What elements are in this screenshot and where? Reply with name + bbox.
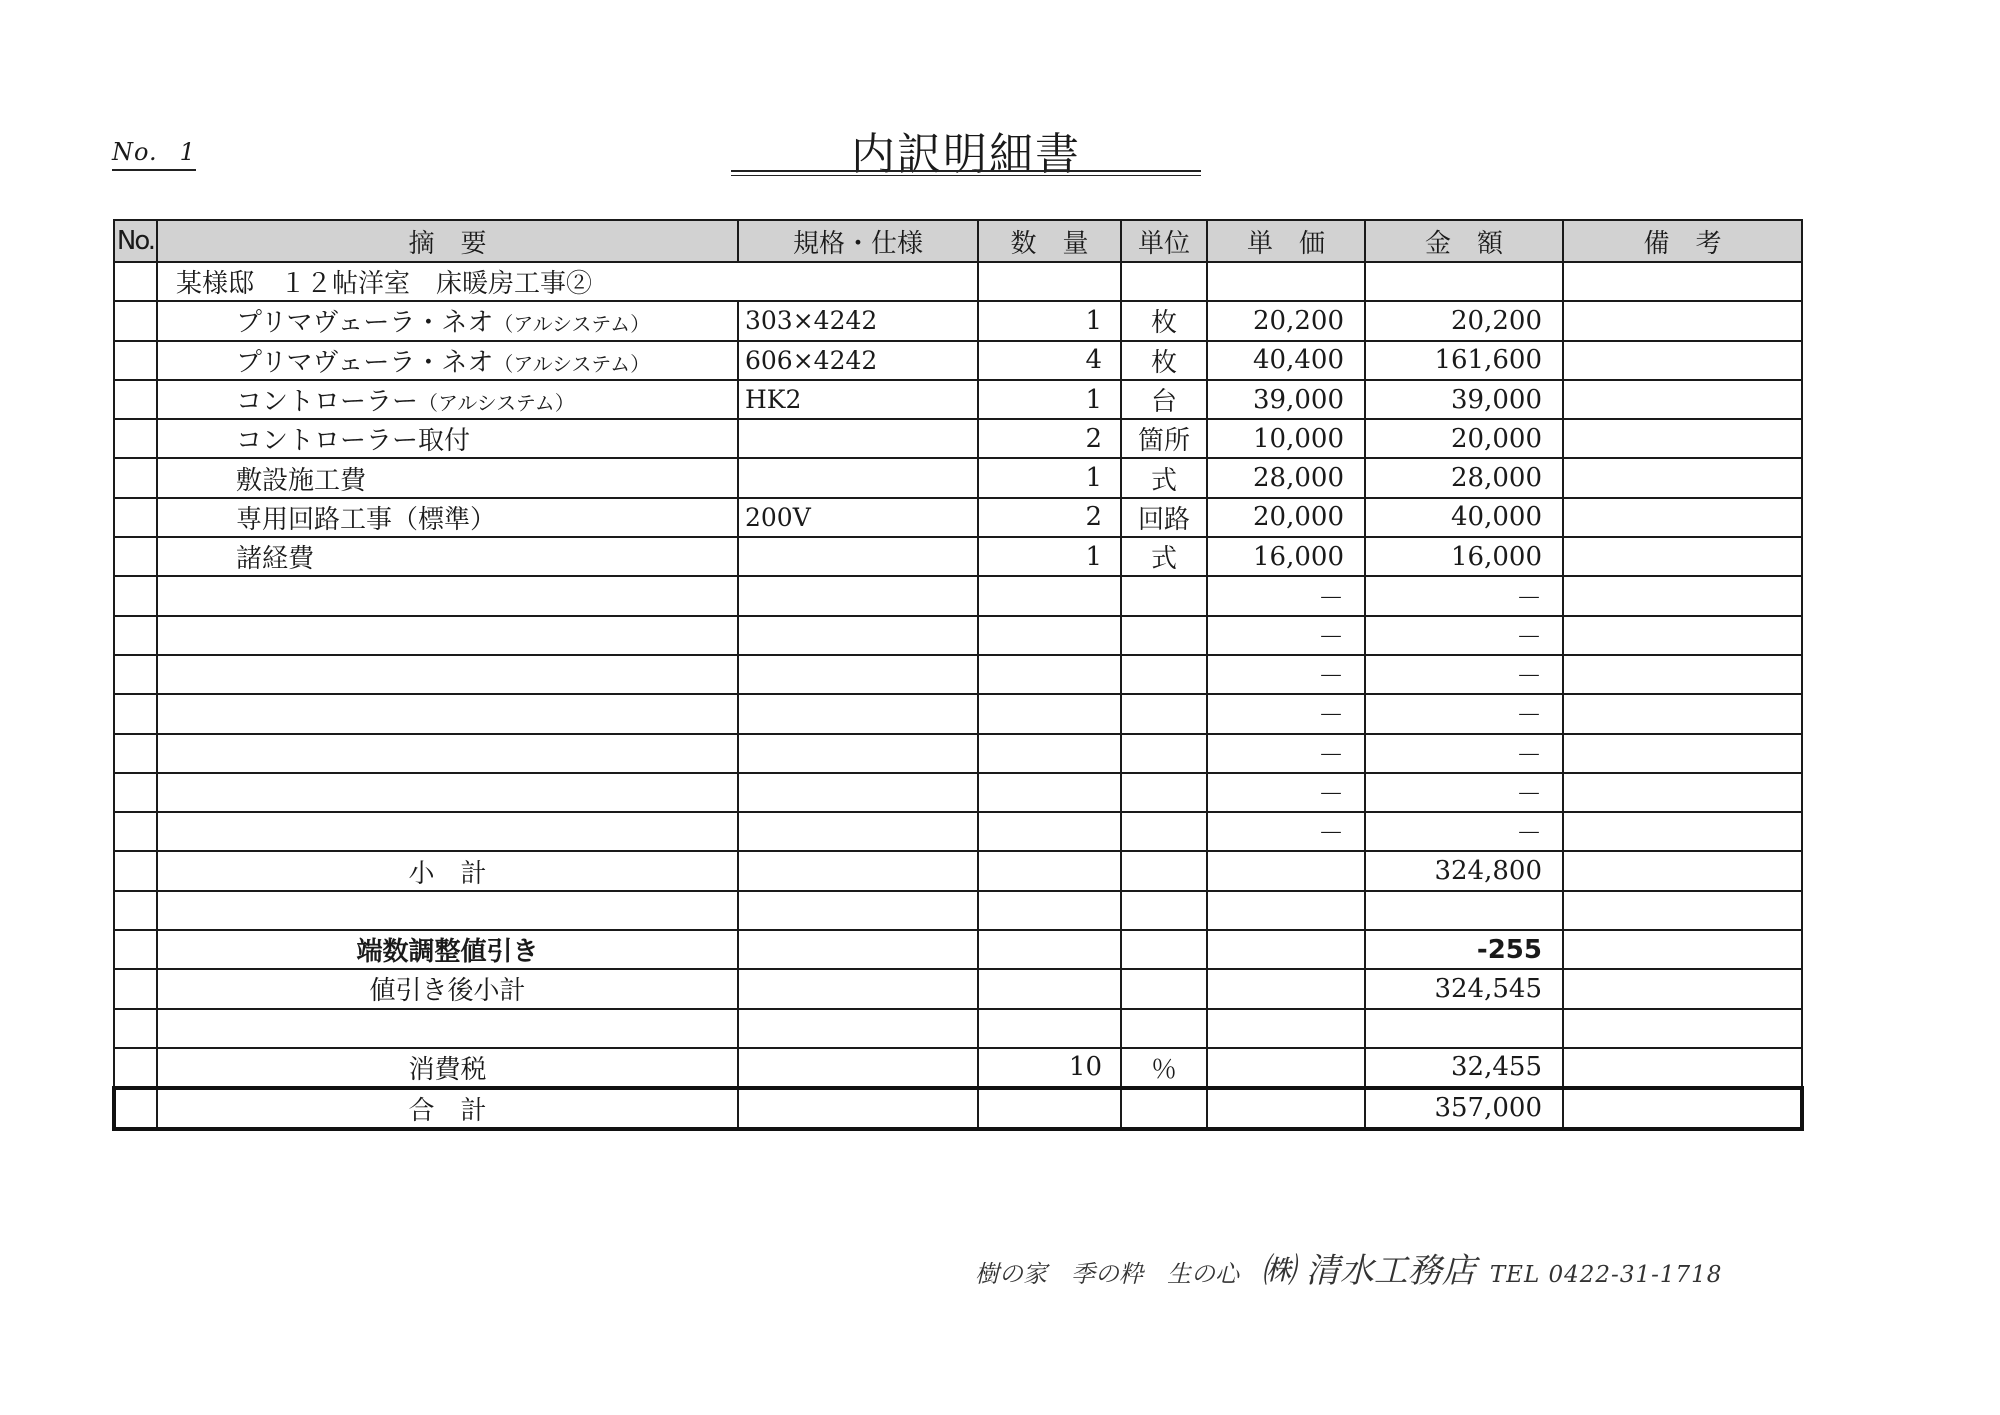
item-maker: （アルシステム） bbox=[493, 312, 651, 337]
header-spec: 規格・仕様 bbox=[738, 220, 978, 262]
blank-row bbox=[114, 655, 1802, 694]
item-remarks bbox=[1563, 419, 1802, 458]
item-name: コントローラー取付 bbox=[236, 426, 471, 457]
subtotal-amount: 324,800 bbox=[1365, 851, 1563, 890]
item-remarks bbox=[1563, 537, 1802, 576]
item-unit: 式 bbox=[1121, 458, 1207, 497]
item-unit: 回路 bbox=[1121, 498, 1207, 537]
blank-amount-dash: － bbox=[1365, 812, 1563, 851]
item-unit: 式 bbox=[1121, 537, 1207, 576]
blank-price-dash: － bbox=[1207, 655, 1365, 694]
item-unit: 枚 bbox=[1121, 301, 1207, 340]
blank-amount-dash: － bbox=[1365, 576, 1563, 615]
item-quantity: 4 bbox=[978, 341, 1121, 380]
blank-price-dash: － bbox=[1207, 616, 1365, 655]
item-quantity: 1 bbox=[978, 458, 1121, 497]
item-quantity: 2 bbox=[978, 498, 1121, 537]
item-row bbox=[114, 537, 1802, 576]
item-row bbox=[114, 341, 1802, 380]
breakdown-table bbox=[112, 219, 1804, 1131]
item-name: プリマヴェーラ・ネオ bbox=[236, 347, 494, 378]
item-name: プリマヴェーラ・ネオ bbox=[236, 308, 494, 339]
after-discount-amount: 324,545 bbox=[1365, 969, 1563, 1008]
blank-price-dash: － bbox=[1207, 576, 1365, 615]
item-description bbox=[157, 419, 738, 458]
item-unit: 枚 bbox=[1121, 341, 1207, 380]
project-title: 某様邸 １２帖洋室 床暖房工事② bbox=[157, 262, 978, 301]
header-unit-price: 単 価 bbox=[1207, 220, 1365, 262]
item-row bbox=[114, 380, 1802, 419]
item-spec: 303×4242 bbox=[738, 301, 978, 340]
item-description bbox=[157, 537, 738, 576]
tax-amount: 32,455 bbox=[1365, 1048, 1563, 1088]
item-description bbox=[157, 380, 738, 419]
blank-row bbox=[114, 773, 1802, 812]
blank-price-dash: － bbox=[1207, 734, 1365, 773]
item-row bbox=[114, 419, 1802, 458]
item-name: コントローラー bbox=[236, 387, 419, 418]
item-description bbox=[157, 458, 738, 497]
item-description bbox=[157, 498, 738, 537]
item-amount: 20,200 bbox=[1365, 301, 1563, 340]
header-unit: 単位 bbox=[1121, 220, 1207, 262]
document-number bbox=[112, 138, 196, 171]
item-unit-price: 20,000 bbox=[1207, 498, 1365, 537]
total-row bbox=[114, 1088, 1802, 1129]
blank-amount-dash: － bbox=[1365, 694, 1563, 733]
discount-amount: -255 bbox=[1365, 930, 1563, 969]
item-description bbox=[157, 301, 738, 340]
spacer-row bbox=[114, 1009, 1802, 1048]
footer bbox=[975, 1243, 1775, 1292]
header-description: 摘 要 bbox=[157, 220, 738, 262]
total-amount: 357,000 bbox=[1365, 1088, 1563, 1129]
title-underline-thin bbox=[731, 175, 1201, 176]
item-spec: 606×4242 bbox=[738, 341, 978, 380]
header-row bbox=[114, 220, 1802, 262]
item-spec: 200V bbox=[738, 498, 978, 537]
document-number-value: 1 bbox=[179, 138, 196, 166]
item-remarks bbox=[1563, 301, 1802, 340]
company-name: ㈱ 清水工務店 bbox=[1261, 1251, 1476, 1291]
item-unit-price: 39,000 bbox=[1207, 380, 1365, 419]
item-amount: 39,000 bbox=[1365, 380, 1563, 419]
item-description bbox=[157, 341, 738, 380]
item-amount: 20,000 bbox=[1365, 419, 1563, 458]
item-remarks bbox=[1563, 498, 1802, 537]
item-amount: 161,600 bbox=[1365, 341, 1563, 380]
item-name: 敷設施工費 bbox=[236, 465, 367, 496]
item-quantity: 1 bbox=[978, 537, 1121, 576]
project-title-row bbox=[114, 262, 1802, 301]
blank-row bbox=[114, 576, 1802, 615]
page-title: 内訳明細書 bbox=[851, 129, 1081, 180]
item-quantity: 2 bbox=[978, 419, 1121, 458]
item-remarks bbox=[1563, 341, 1802, 380]
document-number-label: No. bbox=[112, 138, 158, 166]
item-unit: 台 bbox=[1121, 380, 1207, 419]
item-remarks bbox=[1563, 458, 1802, 497]
tax-rate: 10 bbox=[978, 1048, 1121, 1088]
subtotal-label: 小 計 bbox=[157, 851, 738, 890]
item-unit-price: 20,200 bbox=[1207, 301, 1365, 340]
spacer-row bbox=[114, 891, 1802, 930]
item-name: 専用回路工事（標準） bbox=[236, 504, 497, 535]
tax-label: 消費税 bbox=[157, 1048, 738, 1088]
after-discount-label: 値引き後小計 bbox=[157, 969, 738, 1008]
item-spec: HK2 bbox=[738, 380, 978, 419]
item-row bbox=[114, 301, 1802, 340]
item-unit-price: 10,000 bbox=[1207, 419, 1365, 458]
blank-amount-dash: － bbox=[1365, 773, 1563, 812]
blank-amount-dash: － bbox=[1365, 655, 1563, 694]
discount-row bbox=[114, 930, 1802, 969]
item-remarks bbox=[1563, 380, 1802, 419]
item-spec bbox=[738, 458, 978, 497]
after-discount-row bbox=[114, 969, 1802, 1008]
item-unit-price: 28,000 bbox=[1207, 458, 1365, 497]
item-unit: 箇所 bbox=[1121, 419, 1207, 458]
blank-amount-dash: － bbox=[1365, 734, 1563, 773]
item-amount: 40,000 bbox=[1365, 498, 1563, 537]
item-maker: （アルシステム） bbox=[493, 351, 651, 376]
header-amount: 金 額 bbox=[1365, 220, 1563, 262]
item-maker: （アルシステム） bbox=[418, 391, 575, 416]
title-underline bbox=[731, 170, 1201, 172]
discount-label: 端数調整値引き bbox=[157, 930, 738, 969]
item-quantity: 1 bbox=[978, 380, 1121, 419]
item-amount: 16,000 bbox=[1365, 537, 1563, 576]
blank-row bbox=[114, 694, 1802, 733]
item-spec bbox=[738, 419, 978, 458]
blank-amount-dash: － bbox=[1365, 616, 1563, 655]
footer-tagline: 樹の家 季の粋 生の心 bbox=[975, 1260, 1239, 1288]
total-label: 合 計 bbox=[157, 1088, 738, 1129]
item-unit-price: 40,400 bbox=[1207, 341, 1365, 380]
blank-price-dash: － bbox=[1207, 812, 1365, 851]
blank-row bbox=[114, 812, 1802, 851]
subtotal-row bbox=[114, 851, 1802, 890]
item-amount: 28,000 bbox=[1365, 458, 1563, 497]
tax-row bbox=[114, 1048, 1802, 1088]
blank-row bbox=[114, 616, 1802, 655]
blank-row bbox=[114, 734, 1802, 773]
item-name: 諸経費 bbox=[236, 544, 315, 575]
item-row bbox=[114, 458, 1802, 497]
item-quantity: 1 bbox=[978, 301, 1121, 340]
blank-price-dash: － bbox=[1207, 773, 1365, 812]
item-unit-price: 16,000 bbox=[1207, 537, 1365, 576]
blank-price-dash: － bbox=[1207, 694, 1365, 733]
tax-rate-unit: ％ bbox=[1121, 1048, 1207, 1088]
item-row bbox=[114, 498, 1802, 537]
item-spec bbox=[738, 537, 978, 576]
header-quantity: 数 量 bbox=[978, 220, 1121, 262]
header-remarks: 備 考 bbox=[1563, 220, 1802, 262]
header-no: No. bbox=[114, 220, 157, 262]
company-phone: TEL 0422-31-1718 bbox=[1489, 1262, 1723, 1288]
